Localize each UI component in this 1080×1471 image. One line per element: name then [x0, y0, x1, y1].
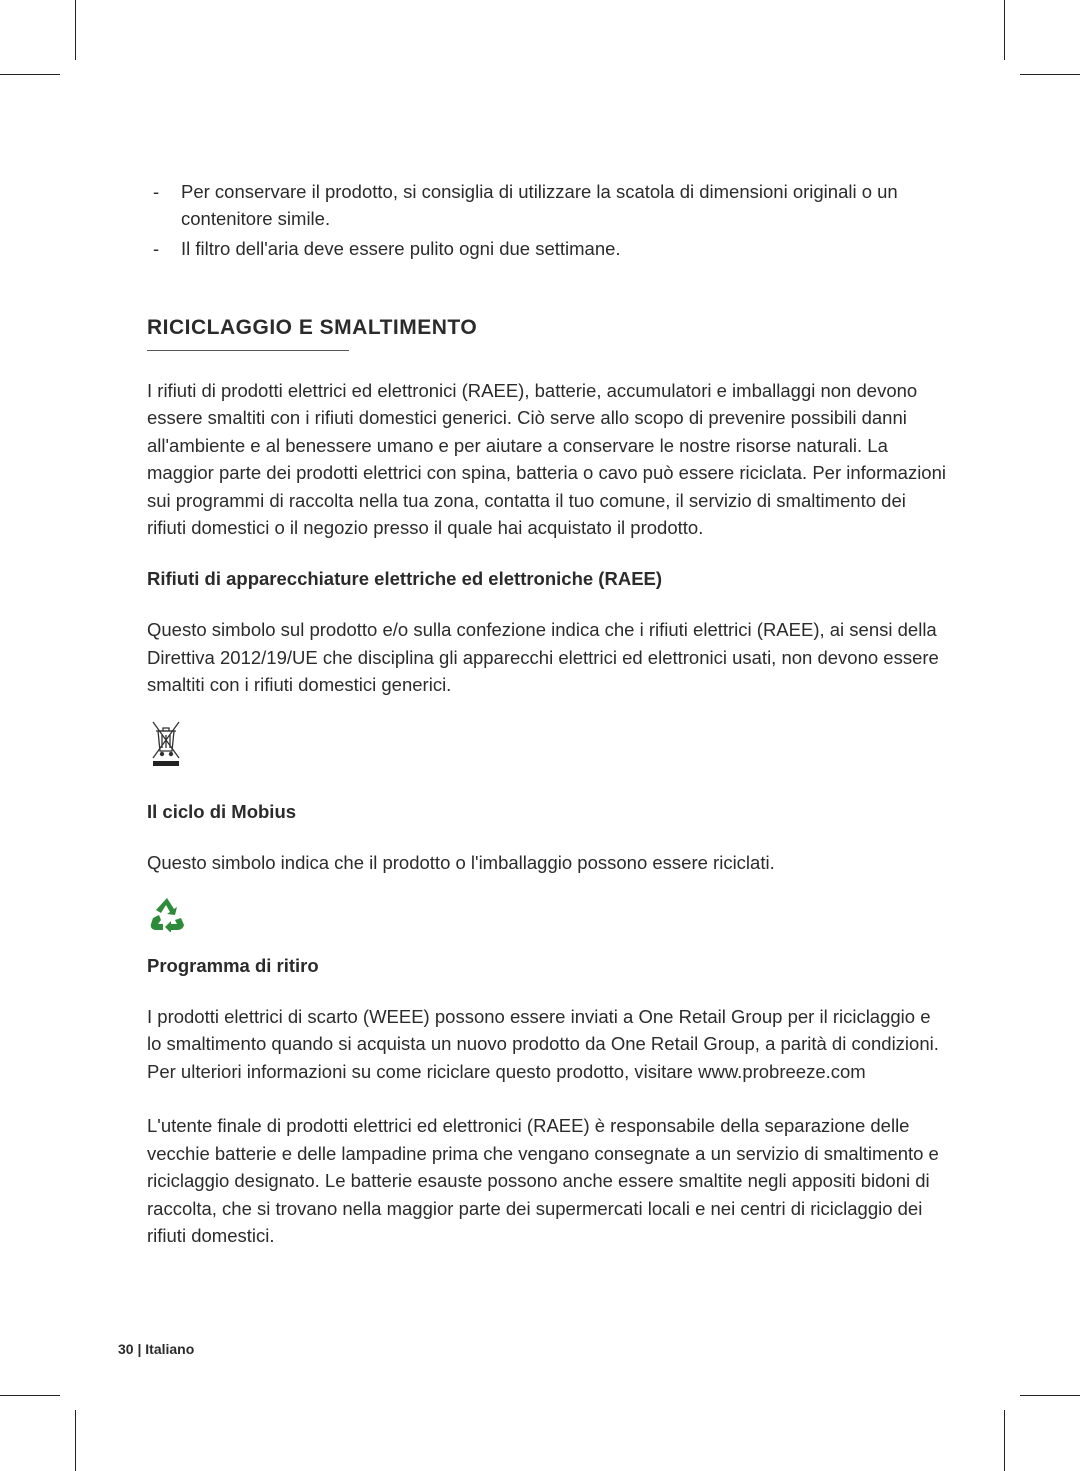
title-underline: [147, 350, 349, 351]
takeback-heading: Programma di ritiro: [147, 955, 319, 977]
crop-mark: [1020, 1395, 1080, 1396]
intro-paragraph: I rifiuti di prodotti elettrici ed elettronici (RAEE), batterie, accumulatori e imballaggi non devono essere smaltiti con i rifiuti domestici generici. Ciò serve allo scopo di prevenire possibili danni all'ambiente e al benessere umano e per aiutare a conservare le nostre risorse naturali. La maggior parte dei prodotti elettrici con spina, batteria o cavo può essere riciclata. Per informazioni sui programmi di raccolta nella tua zona, contatta il tuo comune, il servizio di smaltimento dei rifiuti domestici o il negozio presso il quale hai acquistato il prodotto.: [147, 380, 946, 539]
crop-mark: [1020, 74, 1080, 75]
crop-mark: [75, 1410, 76, 1471]
crop-mark: [0, 1395, 60, 1396]
page-content: [147, 178, 947, 1249]
section-header: [147, 316, 947, 351]
bullet-text: Per conservare il prodotto, si consiglia di utilizzare la scatola di dimensioni originali o un contenitore simile.: [181, 181, 898, 229]
takeback-paragraph: I prodotti elettrici di scarto (WEEE) possono essere inviati a One Retail Group per il riciclaggio e lo smaltimento quando si acquista un nuovo prodotto da One Retail Group, a parità di condizioni. Per ulteriori informazioni su come riciclare questo prodotto, visitare www.probreeze.com: [147, 1006, 939, 1082]
takeback-paragraph-2: L'utente finale di prodotti elettrici ed elettronici (RAEE) è responsabile della separazione delle vecchie batterie e delle lampadine prima che vengano consegnate a un servizio di smaltimento e riciclaggio designato. Le batterie esauste possono anche essere smaltite negli appositi bidoni di raccolta, che si trovano nella maggior parte dei supermercati locali e nei centri di riciclaggio dei rifiuti domestici.: [147, 1115, 939, 1246]
mobius-heading: Il ciclo di Mobius: [147, 800, 297, 822]
crop-mark: [1004, 1410, 1005, 1471]
bullet-text: Il filtro dell'aria deve essere pulito ogni due settimane.: [181, 238, 621, 259]
bullet-item: [147, 235, 947, 262]
weee-paragraph: Questo simbolo sul prodotto e/o sulla confezione indica che i rifiuti elettrici (RAEE), ai sensi della Direttiva 2012/19/UE che disciplina gli apparecchi elettrici ed elettronici usati, non devono essere smaltiti con i rifiuti domestici generici.: [147, 619, 939, 696]
recycle-icon: [148, 896, 947, 937]
page-footer: 30 | Italiano: [118, 1341, 195, 1357]
crop-mark: [75, 0, 76, 60]
bullet-dash: -: [153, 238, 160, 259]
bullet-dash: -: [153, 181, 160, 202]
section-title: RICICLAGGIO E SMALTIMENTO: [147, 316, 478, 339]
crossed-out-wheelie-bin-icon: [149, 719, 947, 772]
crop-mark: [1004, 0, 1005, 60]
mobius-paragraph: Questo simbolo indica che il prodotto o l'imballaggio possono essere riciclati.: [147, 851, 775, 873]
weee-heading: Rifiuti di apparecchiature elettriche ed elettroniche (RAEE): [147, 568, 663, 590]
crop-mark: [0, 74, 60, 75]
bullet-item: [147, 178, 947, 232]
